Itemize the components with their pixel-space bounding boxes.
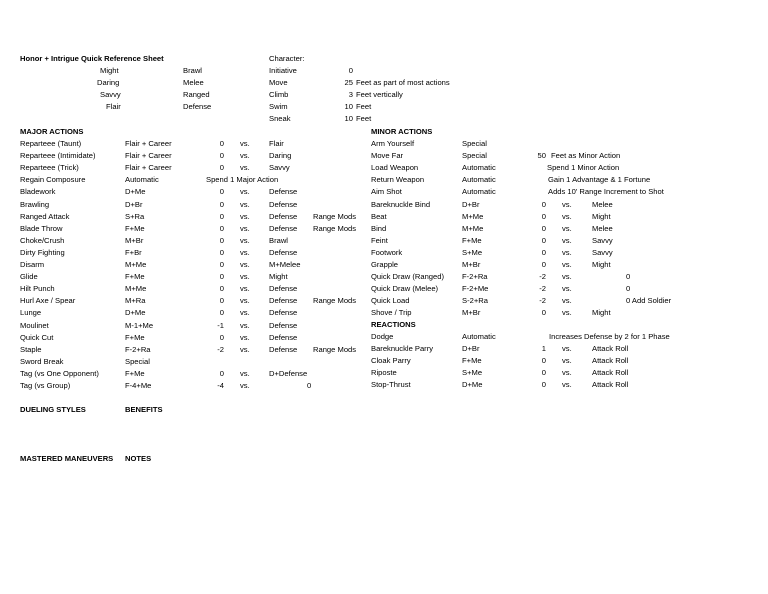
major-action-modifier: -4 [217, 381, 224, 390]
reaction-modifier: 0 [541, 368, 546, 378]
minor-action-name: Quick Draw (Ranged) [371, 272, 445, 282]
character-stat-name: Climb [269, 90, 289, 100]
major-action-roll: D+Me [125, 187, 146, 197]
major-action-vs: vs. [240, 308, 250, 318]
reaction-vs: vs. [562, 344, 572, 354]
minor-action-vs: vs. [562, 284, 572, 294]
major-action-modifier: 0 [219, 187, 224, 197]
combat-ability-label: Ranged [183, 90, 210, 100]
attribute-label: Flair [106, 102, 121, 112]
major-action-roll: F-2+Ra [125, 344, 151, 354]
major-action-name: Reparteee (Trick) [20, 163, 79, 173]
minor-action-roll: M+Me [462, 211, 484, 221]
minor-action-name: Quick Load [371, 296, 410, 306]
minor-actions-heading: MINOR ACTIONS [371, 127, 433, 136]
minor-action-modifier: 0 [541, 247, 546, 257]
major-action-name: Reparteee (Intimidate) [20, 151, 96, 161]
minor-action-modifier: -2 [539, 296, 546, 306]
reaction-name: Cloak Parry [371, 356, 411, 366]
major-action-modifier: 0 [219, 332, 224, 342]
major-action-name: Tag (vs Group) [20, 381, 71, 390]
minor-action-name: Move Far [371, 151, 404, 161]
major-action-modifier: 0 [219, 223, 224, 233]
major-action-roll: D+Me [125, 308, 146, 318]
major-action-name: Tag (vs One Opponent) [20, 368, 99, 378]
major-action-roll: F+Me [125, 368, 145, 378]
major-action-roll: Flair + Career [125, 139, 172, 148]
major-action-note: Spend 1 Major Action [206, 175, 279, 185]
major-action-vs: vs. [240, 260, 250, 269]
major-action-name: Glide [20, 272, 38, 282]
major-action-roll: M+Me [125, 260, 147, 269]
minor-action-target: Savvy [592, 247, 613, 257]
major-action-roll: D+Br [125, 199, 143, 209]
major-action-name: Blade Throw [20, 223, 63, 233]
major-action-name: Dirty Fighting [20, 247, 65, 257]
minor-action-roll: Automatic [462, 187, 496, 197]
major-action-name: Ranged Attack [20, 211, 70, 221]
minor-action-name: Feint [371, 235, 388, 245]
sheet-title: Honor + Intrigue Quick Reference Sheet [20, 54, 164, 63]
minor-action-name: Grapple [371, 260, 399, 269]
minor-action-vs: vs. [562, 223, 572, 233]
character-stat-value: 25 [344, 78, 353, 88]
minor-action-name: Load Weapon [371, 163, 419, 173]
minor-action-modifier: 0 [541, 308, 546, 318]
reaction-name: Bareknuckle Parry [371, 344, 434, 354]
minor-action-modifier: -2 [539, 284, 546, 294]
major-action-vs: vs. [240, 332, 250, 342]
major-action-roll: Flair + Career [125, 151, 172, 161]
minor-action-vs: vs. [562, 199, 572, 209]
reaction-roll: Automatic [462, 332, 496, 341]
major-action-range-mods: Range Mods [313, 223, 357, 233]
major-action-roll: F+Me [125, 332, 145, 342]
major-action-vs: vs. [240, 320, 250, 330]
major-action-roll: Special [125, 356, 150, 366]
minor-action-roll: Automatic [462, 175, 496, 185]
minor-action-modifier: 0 [541, 235, 546, 245]
major-action-target: Defense [269, 187, 298, 197]
reaction-roll: D+Me [462, 380, 483, 390]
minor-action-vs: vs. [562, 235, 572, 245]
minor-action-target: 0 [626, 284, 631, 294]
major-action-target: D+Defense [269, 368, 308, 378]
major-action-roll: F-4+Me [125, 381, 152, 390]
reaction-target: Increases Defense by 2 for 1 Phase [549, 332, 670, 341]
reaction-modifier: 1 [541, 344, 546, 354]
minor-action-vs: vs. [562, 247, 572, 257]
major-action-modifier: -2 [217, 344, 224, 354]
reaction-roll: D+Br [462, 344, 480, 354]
major-action-target: Brawl [269, 235, 288, 245]
major-action-modifier: 0 [219, 284, 224, 294]
reaction-target: Attack Roll [592, 356, 629, 366]
reaction-name: Dodge [371, 332, 394, 341]
reactions-heading: REACTIONS [371, 320, 416, 329]
attribute-label: Might [100, 66, 119, 75]
combat-ability-label: Brawl [183, 66, 202, 75]
minor-action-name: Beat [371, 211, 387, 221]
reaction-roll: F+Me [462, 356, 482, 366]
major-action-target: Defense [269, 223, 298, 233]
major-action-modifier: 0 [219, 163, 224, 173]
mastered-maneuvers-heading: MASTERED MANEUVERS [20, 454, 114, 463]
major-action-name: Choke/Crush [20, 235, 65, 245]
major-action-roll: Flair + Career [125, 163, 172, 173]
reaction-target: Attack Roll [592, 380, 629, 390]
major-action-vs: vs. [240, 284, 250, 294]
major-action-target: Defense [269, 211, 298, 221]
dueling-styles-heading: DUELING STYLES [20, 405, 86, 414]
minor-action-roll: F+Me [462, 235, 482, 245]
major-action-roll: F+Me [125, 223, 145, 233]
major-action-name: Sword Break [20, 356, 64, 366]
reaction-target: Attack Roll [592, 368, 629, 378]
character-stat-note: Feet [356, 114, 372, 124]
minor-action-roll: S+Me [462, 247, 483, 257]
minor-action-name: Footwork [371, 247, 403, 257]
minor-action-target: Savvy [592, 235, 613, 245]
major-action-roll: F+Br [125, 247, 142, 257]
minor-action-name: Aim Shot [371, 187, 402, 197]
minor-action-modifier: 0 [541, 223, 546, 233]
major-action-vs: vs. [240, 368, 250, 378]
major-action-roll: M+Ra [125, 296, 146, 306]
benefits-heading: BENEFITS [125, 405, 163, 414]
major-action-modifier: -1 [217, 320, 224, 330]
major-action-target: Defense [269, 308, 298, 318]
major-action-vs: vs. [240, 187, 250, 197]
major-action-name: Hilt Punch [20, 284, 55, 294]
major-action-name: Regain Composure [20, 175, 86, 185]
notes-heading: NOTES [125, 454, 152, 463]
minor-action-roll: S-2+Ra [462, 296, 488, 306]
major-action-modifier: 0 [219, 247, 224, 257]
major-action-target: 0 [307, 381, 312, 390]
reaction-roll: S+Me [462, 368, 483, 378]
minor-action-roll: Special [462, 151, 487, 161]
major-action-vs: vs. [240, 211, 250, 221]
reaction-vs: vs. [562, 368, 572, 378]
major-action-vs: vs. [240, 139, 250, 148]
character-label: Character: [269, 54, 305, 63]
major-action-vs: vs. [240, 151, 250, 161]
major-action-range-mods: Range Mods [313, 296, 357, 306]
major-action-name: Moulinet [20, 320, 49, 330]
minor-action-modifier: 0 [541, 199, 546, 209]
minor-action-vs: vs. [562, 211, 572, 221]
minor-action-target: Adds 10' Range Increment to Shot [548, 187, 664, 197]
character-stat-value: 3 [348, 90, 353, 100]
minor-action-name: Quick Draw (Melee) [371, 284, 439, 294]
major-action-target: Daring [269, 151, 292, 161]
major-action-roll: M+Br [125, 235, 144, 245]
major-action-modifier: 0 [219, 260, 224, 269]
major-action-vs: vs. [240, 163, 250, 173]
reaction-name: Riposte [371, 368, 397, 378]
character-stat-value: 10 [344, 114, 353, 124]
minor-action-modifier: 0 [541, 211, 546, 221]
major-action-range-mods: Range Mods [313, 344, 357, 354]
minor-action-modifier: -2 [539, 272, 546, 282]
major-action-target: Defense [269, 247, 298, 257]
major-action-modifier: 0 [219, 211, 224, 221]
attribute-label: Savvy [100, 90, 121, 100]
major-action-vs: vs. [240, 247, 250, 257]
minor-action-name: Bareknuckle Bind [371, 199, 431, 209]
major-action-target: Defense [269, 332, 298, 342]
minor-action-target: Melee [592, 199, 613, 209]
minor-action-target: Spend 1 Minor Action [547, 163, 620, 173]
major-action-modifier: 0 [219, 272, 224, 282]
major-action-roll: M+Me [125, 284, 147, 294]
character-stat-name: Initiative [269, 66, 297, 75]
minor-action-roll: F-2+Ra [462, 272, 488, 282]
major-action-vs: vs. [240, 296, 250, 306]
minor-action-name: Return Weapon [371, 175, 425, 185]
minor-action-name: Bind [371, 223, 387, 233]
minor-action-target: Melee [592, 223, 613, 233]
minor-action-target: Feet as Minor Action [551, 151, 621, 161]
major-action-name: Disarm [20, 260, 45, 269]
minor-action-vs: vs. [562, 272, 572, 282]
major-action-name: Brawling [20, 199, 50, 209]
attribute-label: Daring [97, 78, 120, 88]
minor-action-target: 0 Add Soldier [626, 296, 672, 306]
major-action-modifier: 0 [219, 235, 224, 245]
combat-ability-label: Melee [183, 78, 204, 88]
major-action-target: Flair [269, 139, 284, 148]
character-stat-note: Feet vertically [356, 90, 403, 100]
major-action-vs: vs. [240, 235, 250, 245]
combat-ability-label: Defense [183, 102, 212, 112]
minor-action-roll: M+Br [462, 260, 481, 269]
major-action-target: Defense [269, 344, 298, 354]
major-action-target: Defense [269, 296, 298, 306]
minor-action-target: Might [592, 260, 611, 269]
minor-action-vs: vs. [562, 308, 572, 318]
reaction-vs: vs. [562, 356, 572, 366]
major-action-modifier: 0 [219, 139, 224, 148]
reaction-vs: vs. [562, 380, 572, 390]
major-action-target: M+Melee [269, 260, 301, 269]
minor-action-roll: M+Me [462, 223, 484, 233]
major-action-roll: S+Ra [125, 211, 145, 221]
major-action-target: Savvy [269, 163, 290, 173]
major-action-roll: M-1+Me [125, 320, 154, 330]
major-action-name: Quick Cut [20, 332, 54, 342]
major-actions-heading: MAJOR ACTIONS [20, 127, 84, 136]
character-stat-note: Feet [356, 102, 372, 112]
minor-action-target: 0 [626, 272, 631, 282]
minor-action-target: Gain 1 Advantage & 1 Fortune [548, 175, 651, 185]
major-action-modifier: 0 [219, 368, 224, 378]
major-action-vs: vs. [240, 381, 250, 390]
minor-action-target: Might [592, 211, 611, 221]
major-action-name: Reparteee (Taunt) [20, 139, 82, 148]
minor-action-target: Might [592, 308, 611, 318]
major-action-target: Defense [269, 284, 298, 294]
character-stat-name: Move [269, 78, 288, 88]
major-action-name: Lunge [20, 308, 42, 318]
reaction-name: Stop-Thrust [371, 380, 411, 390]
minor-action-roll: Special [462, 139, 487, 148]
minor-action-roll: F-2+Me [462, 284, 489, 294]
minor-action-roll: D+Br [462, 199, 480, 209]
major-action-roll: Automatic [125, 175, 159, 185]
major-action-target: Might [269, 272, 288, 282]
reaction-target: Attack Roll [592, 344, 629, 354]
major-action-roll: F+Me [125, 272, 145, 282]
character-stat-name: Swim [269, 102, 288, 112]
major-action-modifier: 0 [219, 296, 224, 306]
minor-action-modifier: 0 [541, 260, 546, 269]
minor-action-vs: vs. [562, 296, 572, 306]
minor-action-name: Arm Yourself [371, 139, 415, 148]
major-action-name: Hurl Axe / Spear [20, 296, 76, 306]
major-action-name: Bladework [20, 187, 56, 197]
reaction-modifier: 0 [541, 380, 546, 390]
major-action-vs: vs. [240, 344, 250, 354]
minor-action-modifier: 50 [537, 151, 546, 161]
minor-action-vs: vs. [562, 260, 572, 269]
character-stat-note: Feet as part of most actions [356, 78, 450, 88]
major-action-target: Defense [269, 320, 298, 330]
reaction-modifier: 0 [541, 356, 546, 366]
minor-action-roll: Automatic [462, 163, 496, 173]
major-action-modifier: 0 [219, 308, 224, 318]
major-action-name: Staple [20, 344, 42, 354]
character-stat-value: 10 [344, 102, 353, 112]
major-action-range-mods: Range Mods [313, 211, 357, 221]
major-action-vs: vs. [240, 199, 250, 209]
minor-action-name: Shove / Trip [371, 308, 412, 318]
major-action-target: Defense [269, 199, 298, 209]
major-action-vs: vs. [240, 272, 250, 282]
character-stat-value: 0 [348, 66, 353, 75]
character-stat-name: Sneak [269, 114, 291, 124]
major-action-vs: vs. [240, 223, 250, 233]
major-action-modifier: 0 [219, 151, 224, 161]
minor-action-roll: M+Br [462, 308, 481, 318]
major-action-modifier: 0 [219, 199, 224, 209]
